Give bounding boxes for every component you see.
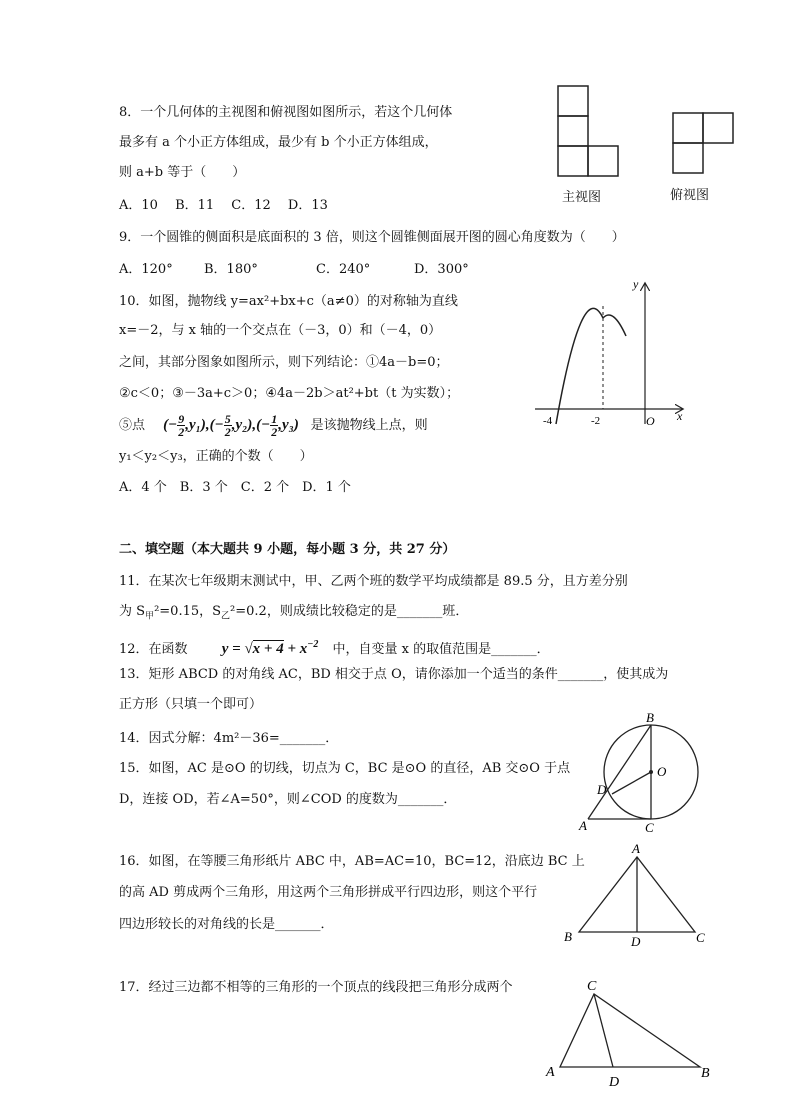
q8-options: A．10 B．11 C．12 D．13	[119, 198, 328, 213]
q10-line-5-suffix: 是该抛物线上点，则	[310, 418, 428, 433]
q10-x-label: x	[677, 409, 683, 423]
q10-points: (− $\frac{9}{2}$ ,y₁),(− $\frac{5}{2}$ ,y₂),(− $\frac{1}{2}$ ,y₃)	[163, 412, 303, 440]
q10-parabola-curve	[556, 308, 626, 424]
q10-line-5	[119, 411, 428, 440]
q10-y-label: y	[633, 277, 639, 291]
q13-line-1: 13．矩形 ABCD 的对角线 AC，BD 相交于点 O，请你添加一个适当的条件_______，使其成为	[119, 667, 669, 682]
q15-label-a: A	[579, 818, 587, 833]
q12-prefix: 12．在函数	[119, 642, 188, 657]
q16-label-d: D	[631, 934, 641, 949]
q10-point-2-frac: $\frac{5}{2}$	[224, 412, 231, 440]
q16-line-3: 四边形较长的对角线的长是_______．	[119, 917, 334, 932]
q15-line-ab	[588, 725, 651, 819]
q17-label-c: C	[587, 979, 597, 994]
q15-label-d: D	[597, 782, 607, 797]
q15-circle-figure	[575, 708, 705, 834]
q17-label-a: A	[546, 1065, 555, 1080]
q8-line-1: 8．一个几何体的主视图和俯视图如图所示，若这个几何体	[119, 105, 453, 120]
q10-line-5-prefix: ⑤点	[119, 418, 146, 433]
q17-triangle-abc	[560, 994, 700, 1067]
q16-triangle-figure	[560, 840, 720, 952]
q15-center-dot	[649, 770, 653, 774]
q15-label-c: C	[645, 820, 654, 835]
q16-line-2: 的高 AD 剪成两个三角形，用这两个三角形拼成平行四边形，则这个平行	[119, 885, 538, 900]
q10-point-1-frac: $\frac{9}{2}$	[178, 412, 185, 440]
q10-origin-label: O	[646, 414, 655, 428]
q9-option-c: C．240°	[316, 262, 371, 277]
q17-label-d: D	[609, 1075, 620, 1090]
q10-parabola-graph	[530, 278, 690, 428]
q17-triangle-figure	[540, 972, 720, 1092]
q8-line-3: 则 a+b 等于（ ）	[119, 165, 246, 180]
q8-line-2: 最多有 a 个小正方体组成，最少有 b 个小正方体组成，	[119, 135, 438, 150]
q15-line-1: 15．如图，AC 是⊙O 的切线，切点为 C，BC 是⊙O 的直径，AB 交⊙O 于点	[119, 761, 571, 776]
q10-point-3-frac: $\frac{1}{2}$	[271, 412, 278, 440]
q9-line-1: 9．一个圆锥的侧面积是底面积的 3 倍，则这个圆锥侧面展开图的圆心角度数为（ ）	[119, 230, 625, 245]
q10-line-6: y₁＜y₂＜y₃，正确的个数（ ）	[119, 449, 313, 464]
section-2-title: 二、填空题（本大题共 9 小题，每小题 3 分，共 27 分）	[119, 542, 456, 557]
q16-label-a: A	[632, 841, 640, 856]
q12-line	[119, 633, 550, 662]
q16-label-b: B	[564, 929, 572, 944]
q10-line-4: ②c＜0；③－3a+c＞0；④4a－2b＞at²+bt（t 为实数）；	[119, 386, 460, 401]
q8-top-view-figure	[671, 111, 735, 177]
q15-label-b: B	[646, 710, 654, 725]
q15-line-2: D，连接 OD，若∠A=50°，则∠COD 的度数为_______．	[119, 792, 457, 807]
q11-line-1: 11．在某次七年级期末测试中，甲、乙两个班的数学平均成绩都是 89.5 分，且方差分别	[119, 574, 628, 589]
q11-line-2: 为 $S_甲^2=0.15$，$S_乙^2=0.2$，则成绩比较稳定的是_______班．	[119, 604, 469, 622]
q8-front-view-label: 主视图	[562, 190, 602, 205]
q17-label-b: B	[701, 1066, 710, 1081]
q10-line-1: 10．如图，抛物线 y=ax²+bx+c（a≠0）的对称轴为直线	[119, 294, 458, 309]
q9-option-b: B．180°	[204, 262, 258, 277]
q8-top-view-label: 俯视图	[670, 188, 710, 203]
q10-tick-neg4: -4	[543, 415, 553, 427]
q10-line-3: 之间，其部分图象如图所示，则下列结论：①4a－b=0；	[119, 355, 449, 370]
q16-line-1: 16．如图，在等腰三角形纸片 ABC 中，AB=AC=10，BC=12，沿底边 BC 上	[119, 854, 585, 869]
q17-line-1: 17．经过三边都不相等的三角形的一个顶点的线段把三角形分成两个	[119, 980, 513, 995]
q15-label-o: O	[657, 764, 667, 779]
q16-label-c: C	[696, 930, 705, 945]
q9-option-a: A．120°	[119, 262, 173, 277]
q12-formula: $y = √x + 4 + x^{-2}$	[221, 639, 319, 657]
q14-line-1: 14．因式分解：4m²－36=_______．	[119, 731, 339, 746]
q10-line-2: x=－2，与 x 轴的一个交点在（－3，0）和（－4，0）	[119, 323, 442, 338]
q13-line-2: 正方形（只填一个即可）	[119, 697, 263, 712]
q9-option-d: D．300°	[414, 262, 469, 277]
q10-options: A．4 个 B．3 个 C．2 个 D．1 个	[119, 480, 351, 495]
q10-tick-neg2: -2	[591, 415, 601, 427]
q12-suffix: 中，自变量 x 的取值范围是_______．	[332, 642, 550, 657]
